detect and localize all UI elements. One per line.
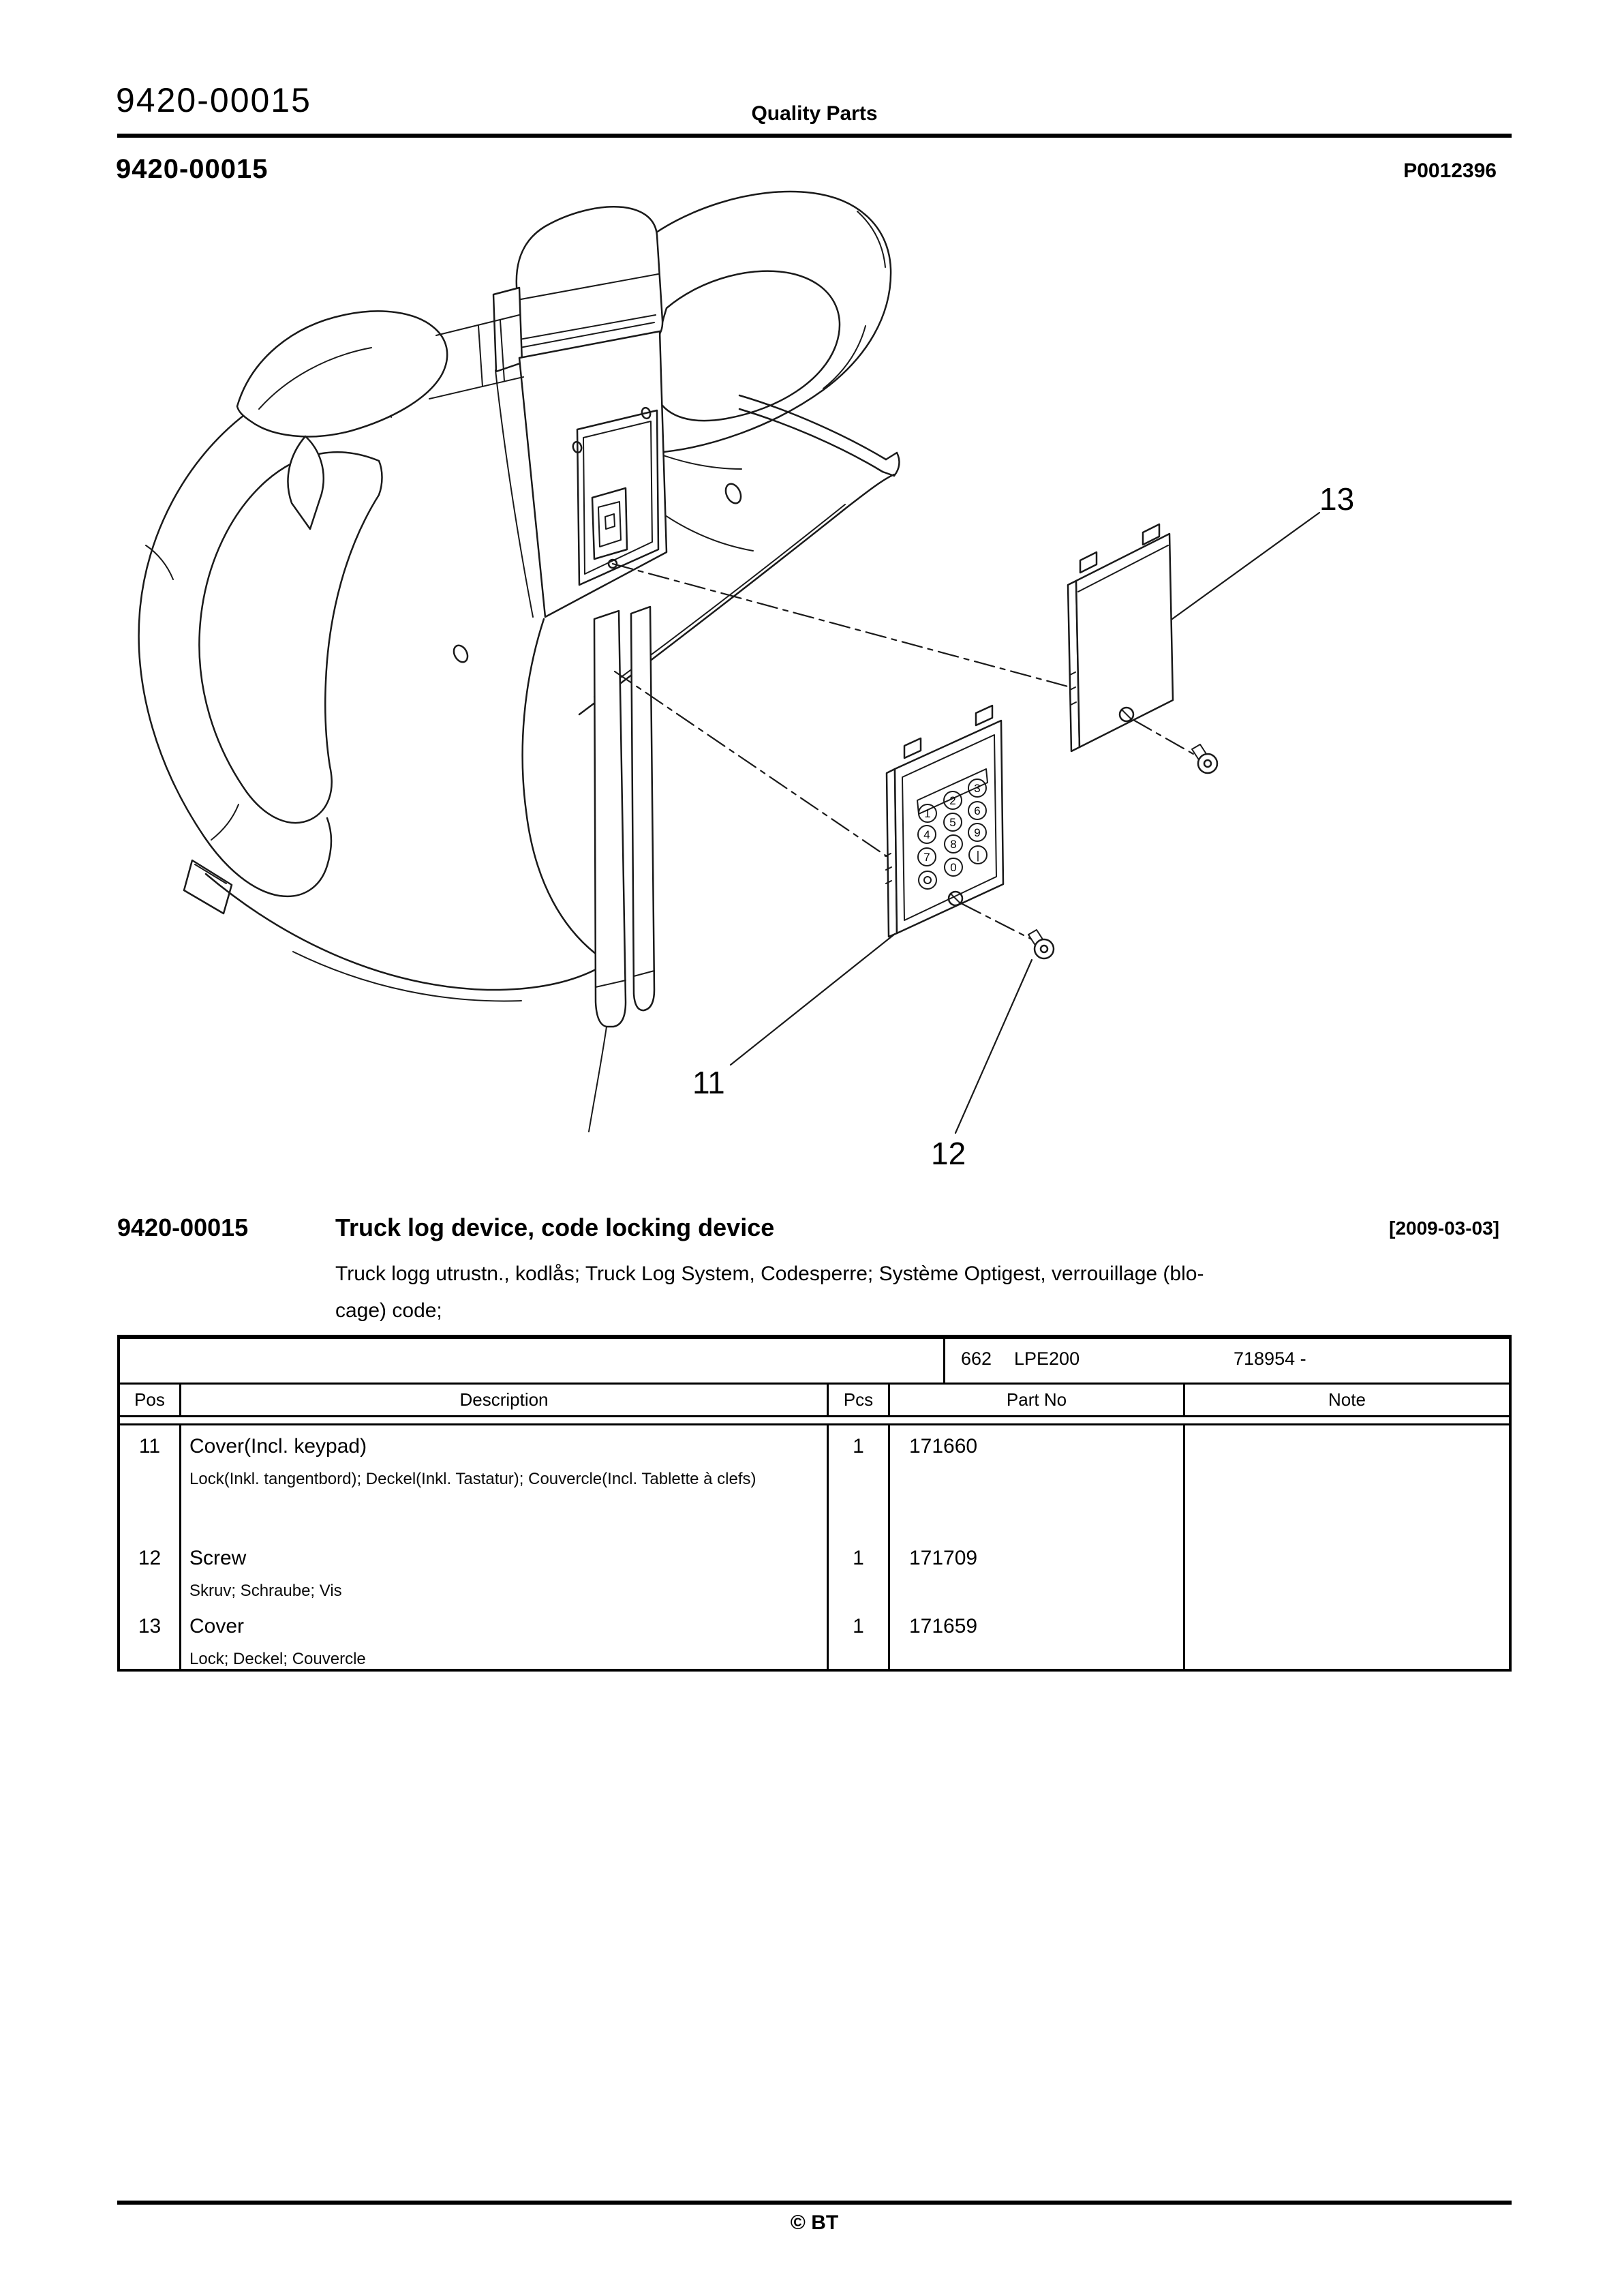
screw-12-head bbox=[1035, 939, 1054, 958]
key-6: 6 bbox=[974, 804, 981, 817]
row-pcs: 1 bbox=[829, 1425, 890, 1536]
page-header-title: Quality Parts bbox=[751, 102, 878, 125]
row-pos: 12 bbox=[120, 1536, 181, 1604]
key-0: 0 bbox=[950, 861, 957, 874]
row-note bbox=[1185, 1536, 1509, 1604]
key-3: 3 bbox=[974, 782, 981, 795]
model-info-divider bbox=[943, 1339, 945, 1383]
row-description-translations: Skruv; Schraube; Vis bbox=[189, 1582, 342, 1600]
col-header-description: Description bbox=[181, 1385, 829, 1415]
part-label-11: 11 bbox=[692, 1065, 725, 1100]
table-row bbox=[120, 1425, 1509, 1536]
row-pcs: 1 bbox=[829, 1536, 890, 1604]
figure-doc-number: 9420-00015 bbox=[116, 154, 269, 184]
part-cover-plate bbox=[1068, 524, 1173, 751]
model-code: 662 bbox=[961, 1348, 992, 1369]
footer-rule bbox=[117, 2201, 1512, 2205]
header-rule bbox=[117, 134, 1512, 138]
row-description-translations: Lock; Deckel; Couvercle bbox=[189, 1650, 366, 1668]
section-subtitle bbox=[335, 1256, 1204, 1329]
model-info-row bbox=[120, 1339, 1509, 1385]
key-enter-symbol: | bbox=[976, 849, 980, 862]
tiller-console bbox=[493, 207, 667, 1132]
header-double-line-gap bbox=[120, 1417, 1509, 1423]
row-part-no: 171659 bbox=[890, 1604, 1185, 1669]
model-name: LPE200 bbox=[1014, 1348, 1080, 1369]
table-row bbox=[120, 1536, 1509, 1604]
col-header-note: Note bbox=[1328, 1389, 1366, 1410]
key-9: 9 bbox=[974, 826, 981, 839]
row-pos: 11 bbox=[120, 1425, 181, 1536]
row-part-no: 171660 bbox=[890, 1425, 1185, 1536]
table-row bbox=[120, 1604, 1509, 1669]
callout-leaders bbox=[731, 513, 1319, 1133]
row-note bbox=[1185, 1604, 1509, 1669]
key-8: 8 bbox=[950, 838, 957, 851]
arm-hole bbox=[451, 643, 470, 664]
page-doc-number: 9420-00015 bbox=[116, 81, 311, 119]
key-5: 5 bbox=[949, 816, 956, 829]
row-description: Screw bbox=[189, 1547, 247, 1569]
section-revision-date: [2009-03-03] bbox=[1389, 1218, 1499, 1239]
cable-line bbox=[589, 1027, 607, 1132]
section-title: Truck log device, code locking device bbox=[335, 1213, 775, 1241]
tiller-right-handle-loop bbox=[641, 192, 891, 453]
section-subtitle-line1: Truck logg utrustn., kodlås; Truck Log System, Codesperre; Système Optigest, verrouillage (blo- bbox=[335, 1263, 1204, 1285]
cowl-hole bbox=[723, 481, 744, 506]
figure-image-ref: P0012396 bbox=[1403, 160, 1497, 182]
tiller-left-handle-loop bbox=[139, 379, 408, 913]
col-header-pos: Pos bbox=[120, 1385, 181, 1415]
console-leg-left bbox=[594, 611, 626, 1027]
section-subtitle-line2: cage) code; bbox=[335, 1299, 442, 1322]
parts-table bbox=[117, 1335, 1512, 1672]
row-pcs: 1 bbox=[829, 1604, 890, 1669]
key-4: 4 bbox=[923, 828, 930, 841]
part-label-13: 13 bbox=[1319, 481, 1355, 517]
table-header-row bbox=[120, 1385, 1509, 1417]
row-pos: 13 bbox=[120, 1604, 181, 1669]
cover-screw-head bbox=[1198, 754, 1217, 773]
part-label-12: 12 bbox=[931, 1136, 966, 1171]
col-header-pcs: Pcs bbox=[829, 1385, 890, 1415]
footer-copyright: © BT bbox=[790, 2211, 839, 2234]
part-keypad-cover bbox=[885, 706, 1003, 937]
serial-range: 718954 - bbox=[1234, 1348, 1306, 1369]
row-note bbox=[1185, 1425, 1509, 1536]
key-2: 2 bbox=[949, 794, 956, 807]
part-screws bbox=[1028, 744, 1217, 958]
key-7: 7 bbox=[923, 851, 930, 864]
row-part-no: 171709 bbox=[890, 1536, 1185, 1604]
section-number: 9420-00015 bbox=[117, 1213, 249, 1241]
row-description: Cover(Incl. keypad) bbox=[189, 1435, 367, 1457]
throttle-lever-assembly bbox=[237, 311, 523, 529]
key-1: 1 bbox=[924, 807, 931, 820]
console-leg-right bbox=[631, 607, 654, 1010]
row-description: Cover bbox=[189, 1615, 245, 1637]
col-header-part-no: Part No bbox=[890, 1385, 1185, 1415]
row-description-translations: Lock(Inkl. tangentbord); Deckel(Inkl. Tastatur); Couvercle(Incl. Tablette à clefs) bbox=[189, 1470, 756, 1488]
